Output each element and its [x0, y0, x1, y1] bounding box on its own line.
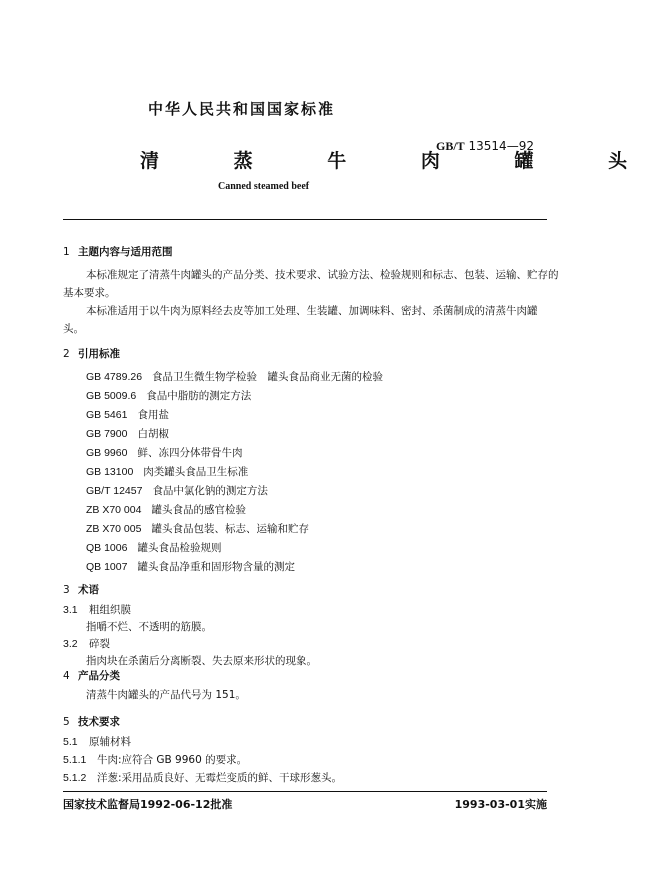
subclause-item: 5.1.2 洋葱:采用品质良好、无霉烂变质的鲜、干球形葱头。 [63, 772, 343, 784]
section-title: 主题内容与适用范围 [78, 246, 173, 258]
reference-item: GB 4789.26 食品卫生微生物学检验 罐头食品商业无菌的检验 [86, 371, 384, 383]
paragraph-line: 本标准规定了清蒸牛肉罐头的产品分类、技术要求、试验方法、检验规则和标志、包装、运输、贮存的 [86, 269, 559, 281]
reference-item: GB 5461 食用盐 [86, 409, 169, 421]
section-1-heading [63, 244, 173, 259]
document-title: 清 蒸 牛 肉 罐 头 [140, 150, 661, 172]
paragraph-line: 本标准适用于以牛肉为原料经去皮等加工处理、生装罐、加调味料、密封、杀菌制成的清蒸牛肉罐 [86, 305, 538, 317]
section-title: 产品分类 [78, 670, 120, 682]
subclause-heading: 3.2 碎裂 [63, 638, 110, 650]
national-standard-heading: 中华人民共和国国家标准 [148, 100, 336, 118]
reference-item: GB 9960 鲜、冻四分体带骨牛肉 [86, 447, 243, 459]
reference-item: ZB X70 005 罐头食品包装、标志、运输和贮存 [86, 523, 309, 535]
paragraph-line: 基本要求。 [63, 287, 116, 299]
section-title: 技术要求 [78, 716, 120, 728]
reference-item: GB 13100 肉类罐头食品卫生标准 [86, 466, 249, 478]
definition-text: 指嚼不烂、不透明的筋膜。 [86, 621, 212, 633]
approval-date: 国家技术监督局1992-06-12批准 [63, 798, 233, 811]
effective-date: 1993-03-01实施 [454, 798, 547, 811]
section-4-heading [63, 668, 120, 683]
section-3-heading [63, 582, 99, 597]
reference-item: QB 1007 罐头食品净重和固形物含量的测定 [86, 561, 295, 573]
reference-item: GB/T 12457 食品中氯化钠的测定方法 [86, 485, 268, 497]
section-2-heading [63, 346, 120, 361]
section-number: 5 [63, 716, 70, 728]
subclause-heading: 5.1 原辅材料 [63, 736, 131, 748]
footer-divider [63, 791, 547, 792]
header-divider [63, 219, 547, 220]
subclause-item: 5.1.1 牛肉:应符合 GB 9960 的要求。 [63, 754, 248, 766]
standard-code [436, 139, 534, 154]
section-5-heading [63, 714, 120, 729]
standard-code-prefix: GB/T [436, 139, 465, 153]
definition-text: 指肉块在杀菌后分离断裂、失去原来形状的现象。 [86, 655, 317, 667]
paragraph-line: 清蒸牛肉罐头的产品代号为 151。 [86, 689, 246, 701]
english-title: Canned steamed beef [218, 181, 310, 192]
section-title: 术语 [78, 584, 99, 596]
section-number: 3 [63, 584, 70, 596]
section-title: 引用标准 [78, 348, 120, 360]
standard-code-number: 13514—92 [468, 139, 534, 153]
reference-item: QB 1006 罐头食品检验规则 [86, 542, 222, 554]
reference-item: GB 5009.6 食品中脂肪的测定方法 [86, 390, 252, 402]
reference-item: ZB X70 004 罐头食品的感官检验 [86, 504, 246, 516]
paragraph-line: 头。 [63, 323, 84, 335]
section-number: 1 [63, 246, 70, 258]
section-number: 4 [63, 670, 70, 682]
reference-item: GB 7900 白胡椒 [86, 428, 169, 440]
section-number: 2 [63, 348, 70, 360]
subclause-heading: 3.1 粗组织膜 [63, 604, 131, 616]
